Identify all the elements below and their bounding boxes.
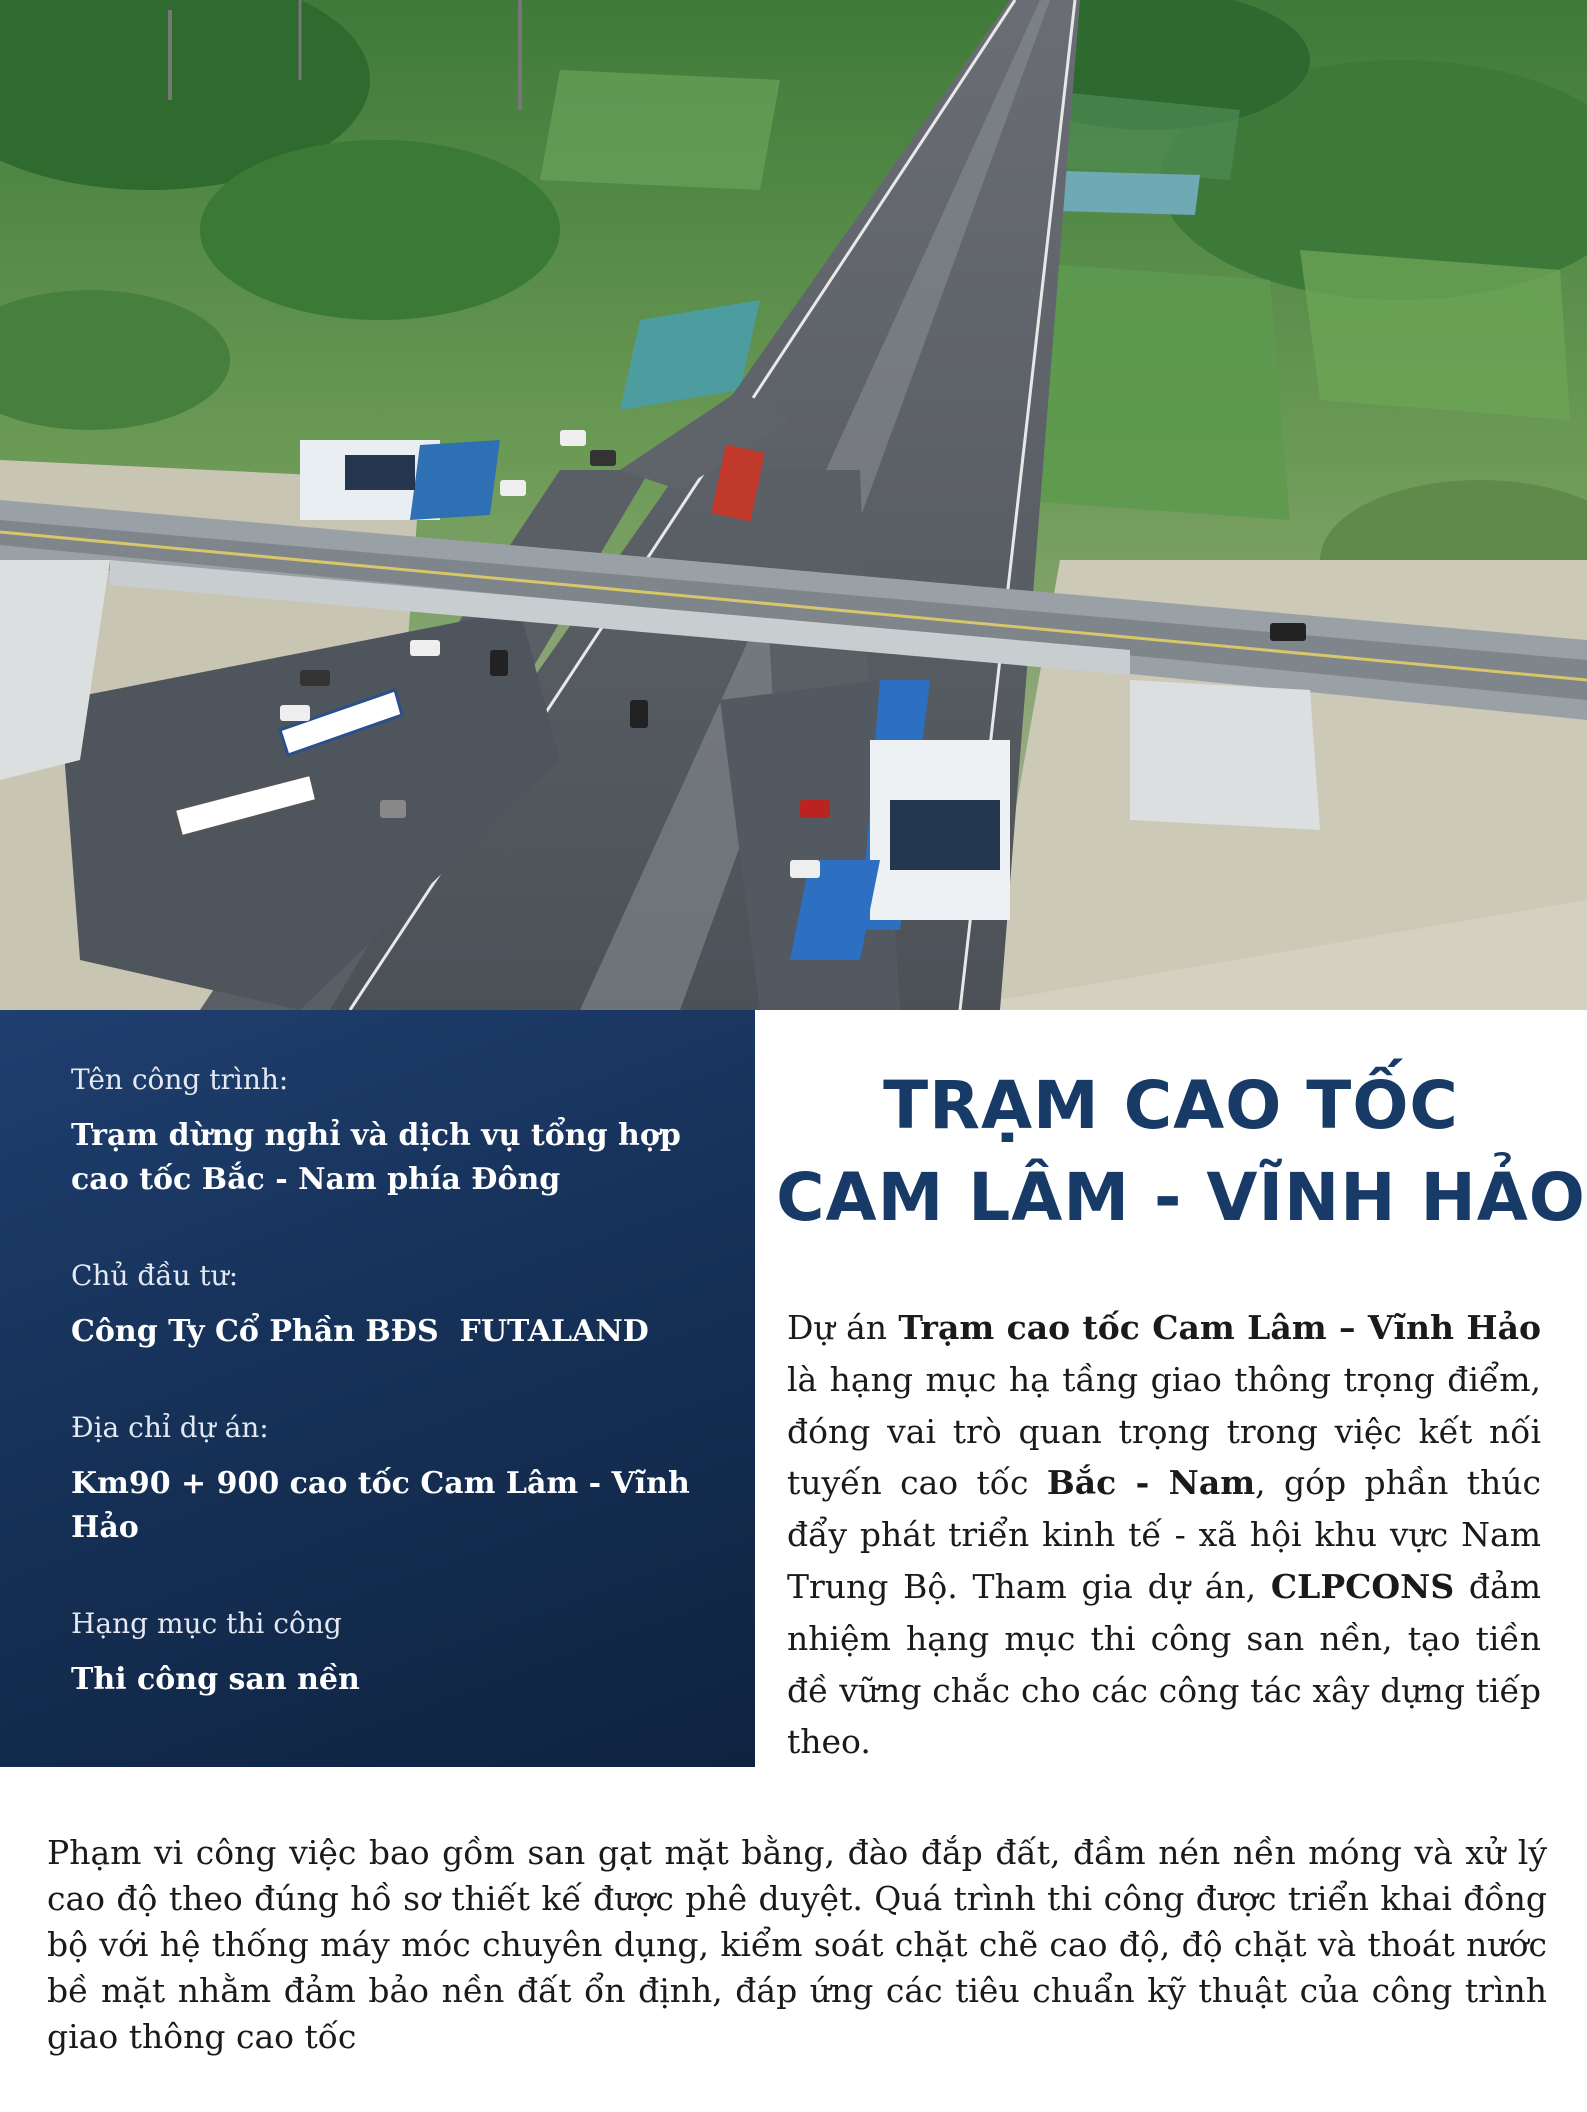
- intro-text-2: là hạng mục hạ tầng giao thông trọng điểm, đóng vai trò quan trọng trong việc kết nối tuyến cao tốc: [787, 1359, 1541, 1503]
- construction-scope-block: [71, 1604, 695, 1702]
- intro-text-3: , góp phần thúc đẩy phát triển kinh tế - xã hội khu vực Nam Trung Bộ. Tham gia dự án,: [787, 1463, 1541, 1606]
- intro-bold-project: Trạm cao tốc Cam Lâm – Vĩnh Hảo: [898, 1308, 1541, 1347]
- intro-bold-route: Bắc - Nam: [1046, 1463, 1256, 1503]
- intro-bold-company: CLPCONS: [1270, 1566, 1455, 1606]
- aerial-highway-image: [0, 0, 1587, 1010]
- intro-text-1: Dự án: [787, 1308, 899, 1347]
- aerial-photo: [0, 0, 1587, 1010]
- investor-value: Công Ty Cổ Phần BĐS FUTALAND: [71, 1314, 649, 1349]
- investor-block: [71, 1256, 695, 1354]
- intro-paragraph: [787, 1302, 1541, 1768]
- title-line-1: TRẠM CAO TỐC: [883, 1067, 1459, 1144]
- address-value-line1: Km90 + 900 cao tốc Cam Lâm - Vĩnh: [71, 1466, 690, 1501]
- title-line-2: CAM LÂM - VĨNH HẢO: [776, 1159, 1586, 1236]
- page-title: [755, 1060, 1587, 1244]
- investor-label: Chủ đầu tư:: [71, 1259, 239, 1292]
- project-name-value-line2: cao tốc Bắc - Nam phía Đông: [71, 1162, 561, 1197]
- address-value-line2: Hảo: [71, 1510, 139, 1545]
- project-name-block: [71, 1060, 695, 1202]
- project-name-label: Tên công trình:: [71, 1063, 289, 1096]
- address-block: [71, 1408, 695, 1550]
- scope-paragraph: Phạm vi công việc bao gồm san gạt mặt bằng, đào đắp đất, đầm nén nền móng và xử lý cao độ theo đúng hồ sơ thiết kế được phê duyệt. Quá trình thi công được triển khai đồng bộ với hệ thống máy móc chuyên dụng, kiểm soát chặt chẽ cao độ, độ chặt và thoát nước bề mặt nhằm đảm bảo nền đất ổn định, đáp ứng các tiêu chuẩn kỹ thuật của công trình giao thông cao tốc: [47, 1833, 1547, 2056]
- project-info-panel: [0, 1010, 755, 1767]
- address-label: Địa chỉ dự án:: [71, 1411, 269, 1444]
- construction-scope-value: Thi công san nền: [71, 1662, 360, 1697]
- construction-scope-label: Hạng mục thi công: [71, 1607, 342, 1640]
- intro-text-4: đảm nhiệm hạng mục thi công san nền, tạo tiền đề vững chắc cho các công tác xây dựng tiếp theo.: [787, 1566, 1541, 1762]
- project-name-value-line1: Trạm dừng nghỉ và dịch vụ tổng hợp: [71, 1118, 681, 1153]
